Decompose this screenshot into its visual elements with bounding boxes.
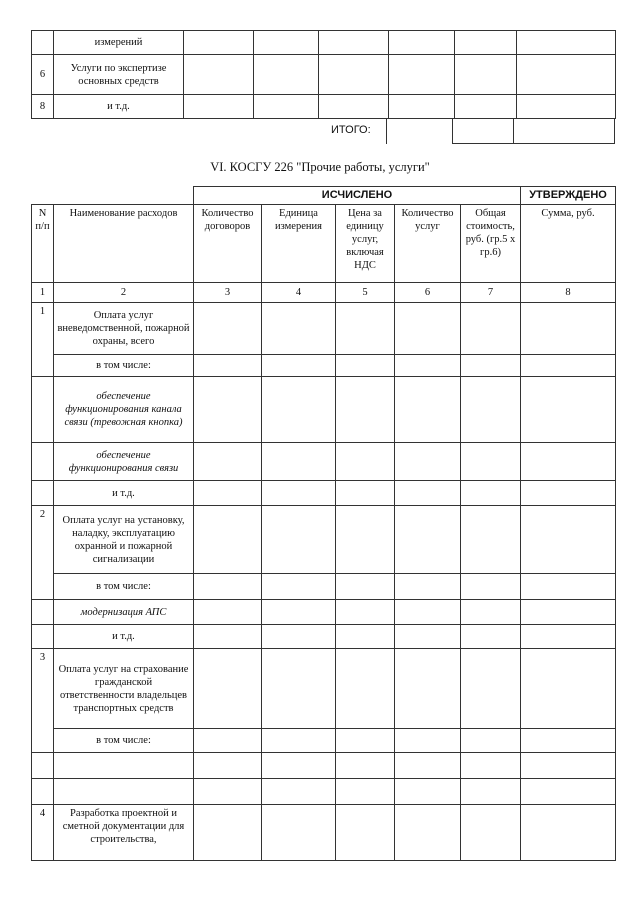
row-name: обеспечение функционирования канала связи (тревожная кнопка) <box>54 377 194 443</box>
table-cell[interactable] <box>395 625 461 649</box>
section-title: VI. КОСГУ 226 "Прочие работы, услуги" <box>210 160 430 174</box>
table-cell[interactable] <box>455 31 517 55</box>
table-cell[interactable] <box>336 779 395 805</box>
table-row <box>32 753 616 779</box>
row-number: 4 <box>32 805 54 861</box>
row-number <box>32 443 54 481</box>
table-cell[interactable] <box>517 55 616 95</box>
table-cell[interactable] <box>521 600 616 625</box>
table-cell[interactable] <box>194 506 262 574</box>
table-cell[interactable] <box>336 303 395 355</box>
row-number <box>32 625 54 649</box>
table-row <box>32 55 616 95</box>
table-cell[interactable] <box>521 355 616 377</box>
table-cell[interactable] <box>461 506 521 574</box>
table-cell[interactable] <box>521 753 616 779</box>
table-cell[interactable] <box>521 649 616 729</box>
table-row <box>32 506 616 574</box>
table-cell[interactable] <box>262 753 336 779</box>
column-header-num: N п/п <box>32 205 54 283</box>
row-name: и т.д. <box>54 625 194 649</box>
table-cell[interactable] <box>336 729 395 753</box>
table-row <box>32 303 616 355</box>
row-number: 3 <box>32 649 54 753</box>
column-header-total-cost: Общая стоимость, руб. (гр.5 x гр.6) <box>461 205 521 283</box>
table-cell[interactable] <box>194 649 262 729</box>
table-cell[interactable] <box>262 805 336 861</box>
group-header-row <box>32 187 616 205</box>
table-cell[interactable] <box>521 805 616 861</box>
table-cell[interactable] <box>262 303 336 355</box>
table-cell[interactable] <box>262 729 336 753</box>
table-row <box>32 481 616 506</box>
row-name: в том числе: <box>54 355 194 377</box>
table-row <box>32 649 616 729</box>
row-name: обеспечение функционирования связи <box>54 443 194 481</box>
table-cell[interactable] <box>262 377 336 443</box>
row-number <box>32 481 54 506</box>
total-row <box>31 118 615 144</box>
column-number: 2 <box>54 283 194 303</box>
table-cell[interactable] <box>336 805 395 861</box>
row-number <box>32 377 54 443</box>
table-cell[interactable] <box>262 574 336 600</box>
row-name: Оплата услуг вневедомственной, пожарной охраны, всего <box>54 303 194 355</box>
table-row <box>32 377 616 443</box>
table-cell[interactable] <box>395 600 461 625</box>
row-name: Оплата услуг на установку, наладку, эксплуатацию охранной и пожарной сигнализации <box>54 506 194 574</box>
table-cell[interactable] <box>461 625 521 649</box>
row-number <box>32 779 54 805</box>
table-cell[interactable] <box>336 753 395 779</box>
table-cell[interactable] <box>262 625 336 649</box>
table-cell[interactable] <box>395 753 461 779</box>
table-cell[interactable] <box>262 649 336 729</box>
table-cell[interactable] <box>194 303 262 355</box>
row-number: 6 <box>32 55 54 95</box>
table-row <box>32 31 616 55</box>
table-cell[interactable] <box>336 600 395 625</box>
table-cell[interactable] <box>455 55 517 95</box>
main-table <box>31 186 616 861</box>
column-number: 1 <box>32 283 54 303</box>
table-cell[interactable] <box>461 377 521 443</box>
column-number: 5 <box>336 283 395 303</box>
table-cell[interactable] <box>194 600 262 625</box>
table-cell[interactable] <box>395 443 461 481</box>
total-label: ИТОГО: <box>331 124 371 136</box>
table-cell[interactable] <box>194 481 262 506</box>
table-row <box>32 600 616 625</box>
table-cell[interactable] <box>262 443 336 481</box>
table-cell[interactable] <box>194 753 262 779</box>
table-cell[interactable] <box>319 95 389 119</box>
top-table <box>31 30 616 119</box>
table-cell[interactable] <box>521 574 616 600</box>
table-cell[interactable] <box>461 805 521 861</box>
table-cell[interactable] <box>194 355 262 377</box>
table-cell[interactable] <box>521 506 616 574</box>
table-cell[interactable] <box>389 31 455 55</box>
row-number <box>32 753 54 779</box>
table-cell[interactable] <box>194 443 262 481</box>
table-cell[interactable] <box>461 779 521 805</box>
table-cell[interactable] <box>194 377 262 443</box>
row-name <box>54 779 194 805</box>
table-cell[interactable] <box>336 506 395 574</box>
table-cell[interactable] <box>521 443 616 481</box>
table-cell[interactable] <box>461 649 521 729</box>
row-number <box>32 31 54 55</box>
row-name: в том числе: <box>54 574 194 600</box>
table-cell[interactable] <box>395 481 461 506</box>
column-header-unit: Единица измерения <box>262 205 336 283</box>
row-name: модернизация АПС <box>54 600 194 625</box>
table-cell[interactable] <box>521 625 616 649</box>
column-header-sum: Сумма, руб. <box>521 205 616 283</box>
table-cell[interactable] <box>389 95 455 119</box>
table-cell[interactable] <box>254 95 319 119</box>
row-name: и т.д. <box>54 95 184 119</box>
row-name: в том числе: <box>54 729 194 753</box>
table-cell[interactable] <box>262 779 336 805</box>
table-cell[interactable] <box>184 95 254 119</box>
total-cell[interactable] <box>386 118 453 144</box>
column-number: 3 <box>194 283 262 303</box>
table-cell[interactable] <box>521 303 616 355</box>
table-cell[interactable] <box>336 574 395 600</box>
table-cell[interactable] <box>336 481 395 506</box>
table-cell[interactable] <box>461 303 521 355</box>
table-cell[interactable] <box>254 55 319 95</box>
column-header-contracts: Количество договоров <box>194 205 262 283</box>
table-cell[interactable] <box>461 600 521 625</box>
table-cell[interactable] <box>262 600 336 625</box>
table-cell[interactable] <box>461 753 521 779</box>
table-row <box>32 443 616 481</box>
column-number: 7 <box>461 283 521 303</box>
table-cell[interactable] <box>521 377 616 443</box>
table-cell[interactable] <box>395 729 461 753</box>
table-row <box>32 779 616 805</box>
row-name: Услуги по экспертизе основных средств <box>54 55 184 95</box>
table-row <box>32 729 616 753</box>
row-name: и т.д. <box>54 481 194 506</box>
table-cell[interactable] <box>517 95 616 119</box>
table-cell[interactable] <box>336 625 395 649</box>
row-number: 8 <box>32 95 54 119</box>
table-cell[interactable] <box>521 779 616 805</box>
table-row <box>32 95 616 119</box>
table-cell[interactable] <box>336 377 395 443</box>
table-cell[interactable] <box>395 779 461 805</box>
table-cell[interactable] <box>455 95 517 119</box>
table-row <box>32 625 616 649</box>
column-number: 4 <box>262 283 336 303</box>
column-number: 8 <box>521 283 616 303</box>
table-cell[interactable] <box>336 443 395 481</box>
table-cell[interactable] <box>194 729 262 753</box>
table-cell[interactable] <box>319 55 389 95</box>
table-cell[interactable] <box>395 649 461 729</box>
table-row <box>32 355 616 377</box>
table-cell[interactable] <box>517 31 616 55</box>
table-cell[interactable] <box>336 649 395 729</box>
table-cell[interactable] <box>395 574 461 600</box>
table-cell[interactable] <box>262 355 336 377</box>
table-cell[interactable] <box>184 55 254 95</box>
row-number: 2 <box>32 506 54 600</box>
table-cell[interactable] <box>395 377 461 443</box>
table-cell[interactable] <box>461 443 521 481</box>
column-header-quantity: Количество услуг <box>395 205 461 283</box>
row-name: Разработка проектной и сметной документации для строительства, <box>54 805 194 861</box>
column-header-price: Цена за единицу услуг, включая НДС <box>336 205 395 283</box>
column-number-row <box>32 283 616 303</box>
table-cell[interactable] <box>395 805 461 861</box>
table-cell[interactable] <box>395 355 461 377</box>
table-cell[interactable] <box>336 355 395 377</box>
column-header-row <box>32 205 616 283</box>
table-cell[interactable] <box>461 729 521 753</box>
row-name: измерений <box>54 31 184 55</box>
column-header-name: Наименование расходов <box>54 205 194 283</box>
table-cell[interactable] <box>194 779 262 805</box>
table-cell[interactable] <box>521 729 616 753</box>
table-cell[interactable] <box>254 31 319 55</box>
empty-corner <box>32 187 194 205</box>
table-cell[interactable] <box>395 506 461 574</box>
table-cell[interactable] <box>319 31 389 55</box>
total-cell[interactable] <box>514 118 615 144</box>
table-row <box>32 574 616 600</box>
table-cell[interactable] <box>262 506 336 574</box>
table-cell[interactable] <box>461 355 521 377</box>
row-name <box>54 753 194 779</box>
table-cell[interactable] <box>395 303 461 355</box>
table-cell[interactable] <box>389 55 455 95</box>
table-cell[interactable] <box>521 481 616 506</box>
table-cell[interactable] <box>262 481 336 506</box>
total-cell[interactable] <box>452 118 514 144</box>
table-cell[interactable] <box>184 31 254 55</box>
table-cell[interactable] <box>194 625 262 649</box>
row-name: Оплата услуг на страхование гражданской ответственности владельцев транспортных средств <box>54 649 194 729</box>
table-row <box>32 805 616 861</box>
column-number: 6 <box>395 283 461 303</box>
group-calculated-header: ИСЧИСЛЕНО <box>194 187 521 205</box>
group-approved-header: УТВЕРЖДЕНО <box>521 187 616 205</box>
table-cell[interactable] <box>461 481 521 506</box>
table-cell[interactable] <box>194 574 262 600</box>
row-number <box>32 600 54 625</box>
row-number: 1 <box>32 303 54 377</box>
table-cell[interactable] <box>461 574 521 600</box>
table-cell[interactable] <box>194 805 262 861</box>
